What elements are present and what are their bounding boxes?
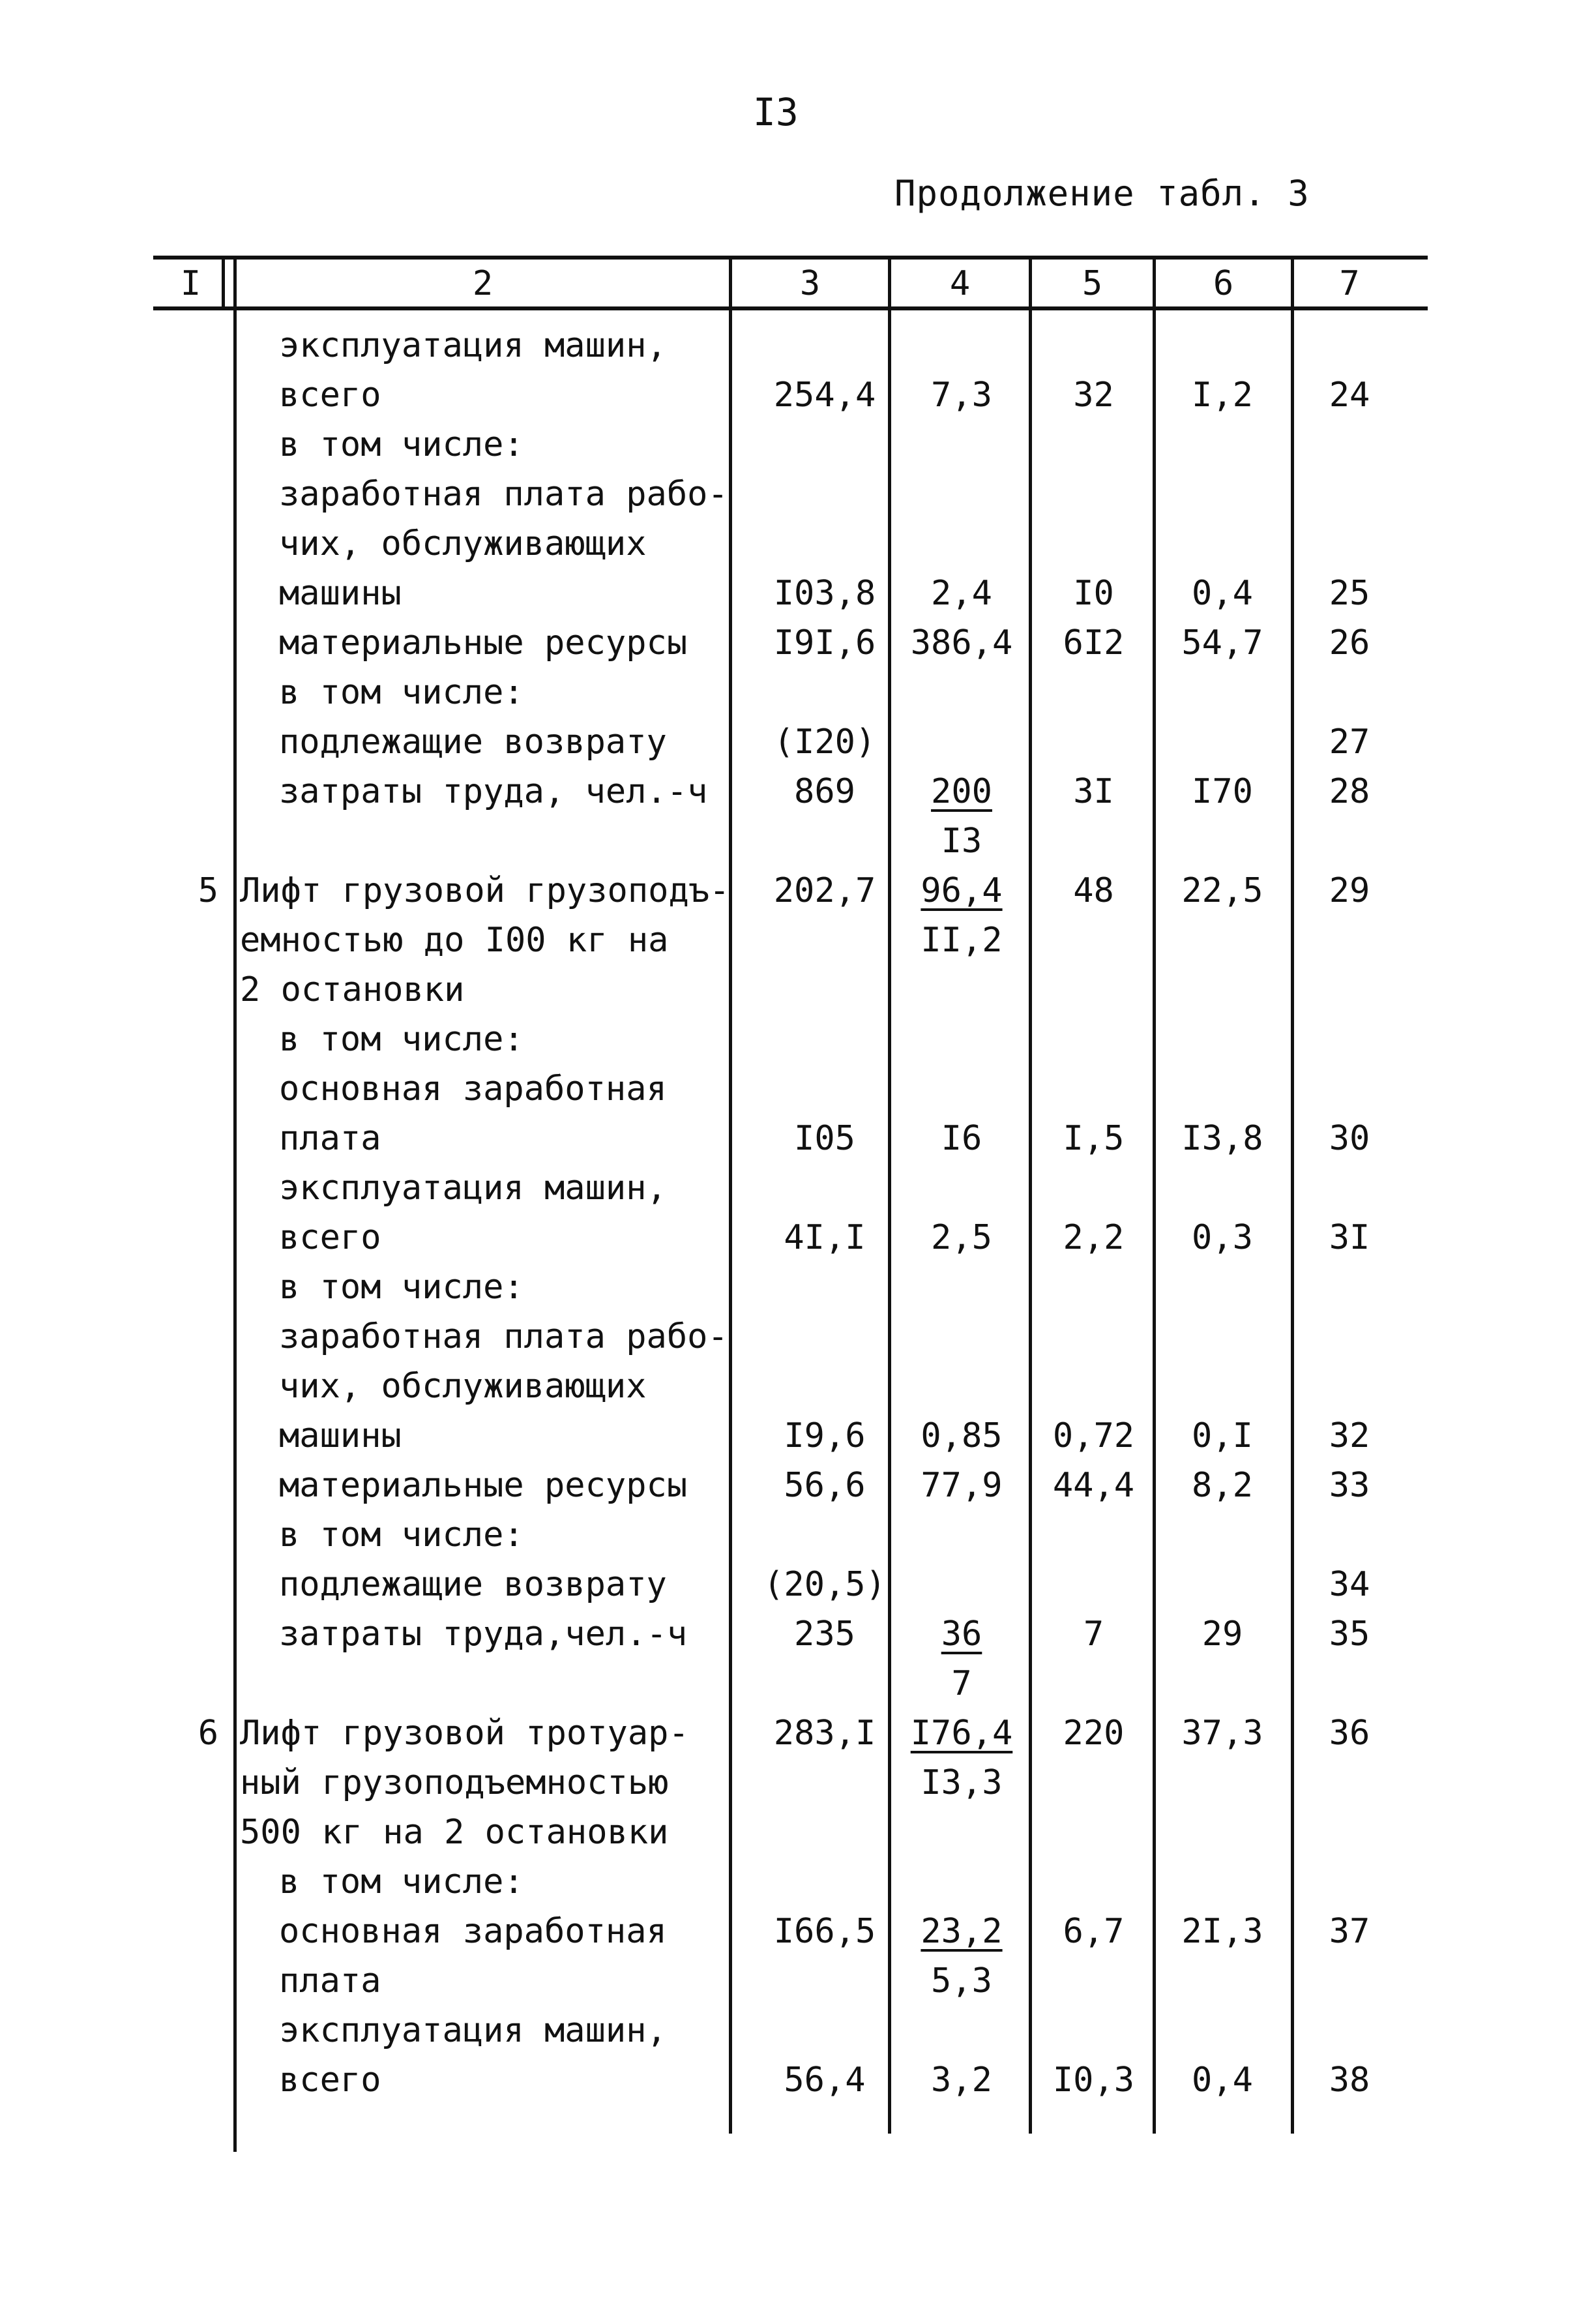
- cell-col-7: 28: [1329, 772, 1370, 811]
- cell-col-5: 2,2: [1063, 1218, 1125, 1257]
- cell-col-4: 3,2: [931, 2061, 992, 2100]
- header-cell-7: 7: [1339, 264, 1360, 303]
- row-description: ный грузоподъемностью: [240, 1763, 669, 1802]
- cell-col-5: 7: [1083, 1615, 1104, 1654]
- table-row: [0, 2055, 1592, 2105]
- cell-col-5: 0,72: [1052, 1416, 1135, 1455]
- table-row: [0, 767, 1592, 816]
- cell-col-5: 48: [1073, 871, 1114, 910]
- cell-col-4: 7,3: [931, 376, 992, 415]
- row-description: затраты труда,чел.-ч: [279, 1615, 688, 1654]
- cell-col-3: I9,6: [784, 1416, 866, 1455]
- table-row: [0, 370, 1592, 420]
- table-row: [0, 1808, 1592, 1857]
- cell-col-7: 35: [1329, 1615, 1370, 1654]
- row-description: затраты труда, чел.-ч: [279, 772, 708, 811]
- header-cell-5: 5: [1082, 264, 1103, 303]
- row-description: всего: [279, 376, 381, 415]
- cell-col-7: 24: [1329, 376, 1370, 415]
- cell-col-6: I3,8: [1181, 1119, 1263, 1158]
- cell-col-4: I76,4: [910, 1714, 1013, 1753]
- table-row: [0, 321, 1592, 370]
- cell-col-7: 34: [1329, 1565, 1370, 1604]
- cell-col-7: 36: [1329, 1714, 1370, 1753]
- cell-col-7: 37: [1329, 1912, 1370, 1951]
- cell-col-5: 3I: [1073, 772, 1114, 811]
- header-cell-6: 6: [1213, 264, 1234, 303]
- table-row: [0, 1708, 1592, 1758]
- cell-col-7: 32: [1329, 1416, 1370, 1455]
- table-row: [0, 668, 1592, 717]
- cell-col-3: I05: [794, 1119, 855, 1158]
- cell-col-4: 96,4: [921, 871, 1003, 910]
- page-number: I3: [753, 90, 799, 134]
- cell-col-5: 32: [1073, 376, 1114, 415]
- cell-col-6: 29: [1201, 1615, 1243, 1654]
- cell-col-3: (I20): [773, 723, 876, 762]
- cell-col-4: 7: [951, 1664, 972, 1703]
- cell-col-3: 56,6: [784, 1466, 866, 1505]
- cell-col-4: I3,3: [921, 1763, 1003, 1802]
- table-row: [0, 1015, 1592, 1064]
- cell-col-6: 37,3: [1181, 1714, 1263, 1753]
- row-description: подлежащие возврату: [279, 1565, 667, 1604]
- row-description: заработная плата рабо-: [279, 475, 728, 514]
- cell-col-6: I70: [1192, 772, 1253, 811]
- table-row: [0, 1560, 1592, 1609]
- table-row: [0, 1411, 1592, 1461]
- cell-col-5: 6I2: [1063, 623, 1125, 663]
- row-description: основная заработная: [279, 1912, 667, 1951]
- cell-col-5: 44,4: [1052, 1466, 1135, 1505]
- cell-col-6: 0,3: [1192, 1218, 1253, 1257]
- cell-col-7: 25: [1329, 574, 1370, 613]
- cell-col-4: 2,5: [931, 1218, 992, 1257]
- cell-col-6: 22,5: [1181, 871, 1263, 910]
- row-description: машины: [279, 574, 402, 613]
- table-row: [0, 1758, 1592, 1808]
- cell-col-4: 0,85: [921, 1416, 1003, 1455]
- cell-col-3: 4I,I: [784, 1218, 866, 1257]
- table-row: [0, 916, 1592, 965]
- row-description: машины: [279, 1416, 402, 1455]
- cell-col-6: 8,2: [1192, 1466, 1253, 1505]
- cell-col-6: 0,4: [1192, 574, 1253, 613]
- table-row: [0, 1362, 1592, 1411]
- table-row: [0, 569, 1592, 618]
- cell-col-4: 200: [931, 772, 992, 811]
- row-description: эксплуатация машин,: [279, 1169, 667, 1208]
- table-row: [0, 1114, 1592, 1163]
- row-description: в том числе:: [279, 1862, 524, 1901]
- table-row: [0, 1956, 1592, 2006]
- row-description: Лифт грузовой грузоподъ-: [240, 871, 730, 910]
- row-description: подлежащие возврату: [279, 723, 667, 762]
- cell-col-3: I03,8: [773, 574, 876, 613]
- row-description: материальные ресурсы: [279, 623, 688, 663]
- cell-col-6: 0,I: [1192, 1416, 1253, 1455]
- cell-col-4: 36: [941, 1615, 982, 1654]
- table-row: [0, 1510, 1592, 1560]
- table-row: [0, 1163, 1592, 1213]
- cell-col-4: 23,2: [921, 1912, 1003, 1951]
- row-description: всего: [279, 2061, 381, 2100]
- cell-col-6: 54,7: [1181, 623, 1263, 663]
- cell-col-5: I0,3: [1052, 2061, 1135, 2100]
- row-description: емностью до I00 кг на: [240, 921, 669, 960]
- row-description: плата: [279, 1119, 381, 1158]
- table-top-rule: [153, 256, 1428, 260]
- cell-col-4: I6: [941, 1119, 982, 1158]
- row-description: в том числе:: [279, 673, 524, 712]
- cell-col-7: 27: [1329, 723, 1370, 762]
- row-description: заработная плата рабо-: [279, 1317, 728, 1356]
- table-row: [0, 816, 1592, 866]
- row-description: материальные ресурсы: [279, 1466, 688, 1505]
- table-row: [0, 420, 1592, 469]
- table-row: [0, 965, 1592, 1015]
- cell-col-7: 33: [1329, 1466, 1370, 1505]
- table-row: [0, 866, 1592, 916]
- cell-col-3: 202,7: [773, 871, 876, 910]
- cell-col-6: I,2: [1192, 376, 1253, 415]
- table-row: [0, 618, 1592, 668]
- table-row: [0, 1064, 1592, 1114]
- table-row: [0, 1659, 1592, 1708]
- header-cell-1: I: [180, 264, 201, 303]
- cell-col-4: 2,4: [931, 574, 992, 613]
- row-description: всего: [279, 1218, 381, 1257]
- table-row: [0, 1262, 1592, 1312]
- cell-col-3: 56,4: [784, 2061, 866, 2100]
- cell-col-3: 869: [794, 772, 855, 811]
- cell-col-4: II,2: [921, 921, 1003, 960]
- table-row: [0, 1907, 1592, 1956]
- cell-col-3: 235: [794, 1615, 855, 1654]
- table-row: [0, 469, 1592, 519]
- cell-col-7: 29: [1329, 871, 1370, 910]
- header-cell-2: 2: [472, 264, 494, 303]
- table-caption: Продолжение табл. 3: [894, 173, 1310, 214]
- cell-col-7: 26: [1329, 623, 1370, 663]
- row-description: Лифт грузовой тротуар-: [240, 1714, 689, 1753]
- cell-col-7: 38: [1329, 2061, 1370, 2100]
- row-description: в том числе:: [279, 1020, 524, 1059]
- row-description: в том числе:: [279, 425, 524, 464]
- table-row: [0, 2006, 1592, 2055]
- cell-col-5: I,5: [1063, 1119, 1125, 1158]
- table-row: [0, 1461, 1592, 1510]
- row-description: 500 кг на 2 остановки: [240, 1813, 669, 1852]
- cell-col-7: 30: [1329, 1119, 1370, 1158]
- cell-col-4: I3: [941, 822, 982, 861]
- table-row: [0, 717, 1592, 767]
- table-row: [0, 1312, 1592, 1362]
- table-row: [0, 1213, 1592, 1262]
- table-row: [0, 1609, 1592, 1659]
- row-description: эксплуатация машин,: [279, 2011, 667, 2050]
- header-cell-3: 3: [799, 264, 821, 303]
- cell-col-3: 283,I: [773, 1714, 876, 1753]
- header-cell-4: 4: [949, 264, 971, 303]
- cell-col-4: 5,3: [931, 1961, 992, 2001]
- cell-col-5: 6,7: [1063, 1912, 1125, 1951]
- table-row: [0, 519, 1592, 569]
- column-divider: [222, 256, 225, 308]
- row-number: 6: [198, 1714, 218, 1753]
- row-description: в том числе:: [279, 1515, 524, 1555]
- cell-col-5: I0: [1073, 574, 1114, 613]
- cell-col-3: 254,4: [773, 376, 876, 415]
- cell-col-3: (20,5): [763, 1565, 886, 1604]
- row-description: чих, обслуживающих: [279, 524, 647, 563]
- row-description: чих, обслуживающих: [279, 1367, 647, 1406]
- row-description: эксплуатация машин,: [279, 326, 667, 365]
- cell-col-4: 386,4: [910, 623, 1013, 663]
- cell-col-5: 220: [1063, 1714, 1125, 1753]
- cell-col-6: 0,4: [1192, 2061, 1253, 2100]
- cell-col-4: 77,9: [921, 1466, 1003, 1505]
- row-number: 5: [198, 871, 218, 910]
- table-row: [0, 1857, 1592, 1907]
- cell-col-3: I9I,6: [773, 623, 876, 663]
- table-header-rule: [153, 306, 1428, 310]
- row-description: 2 остановки: [240, 970, 465, 1009]
- row-description: основная заработная: [279, 1069, 667, 1109]
- row-description: плата: [279, 1961, 381, 2001]
- cell-col-6: 2I,3: [1181, 1912, 1263, 1951]
- cell-col-7: 3I: [1329, 1218, 1370, 1257]
- cell-col-3: I66,5: [773, 1912, 876, 1951]
- row-description: в том числе:: [279, 1268, 524, 1307]
